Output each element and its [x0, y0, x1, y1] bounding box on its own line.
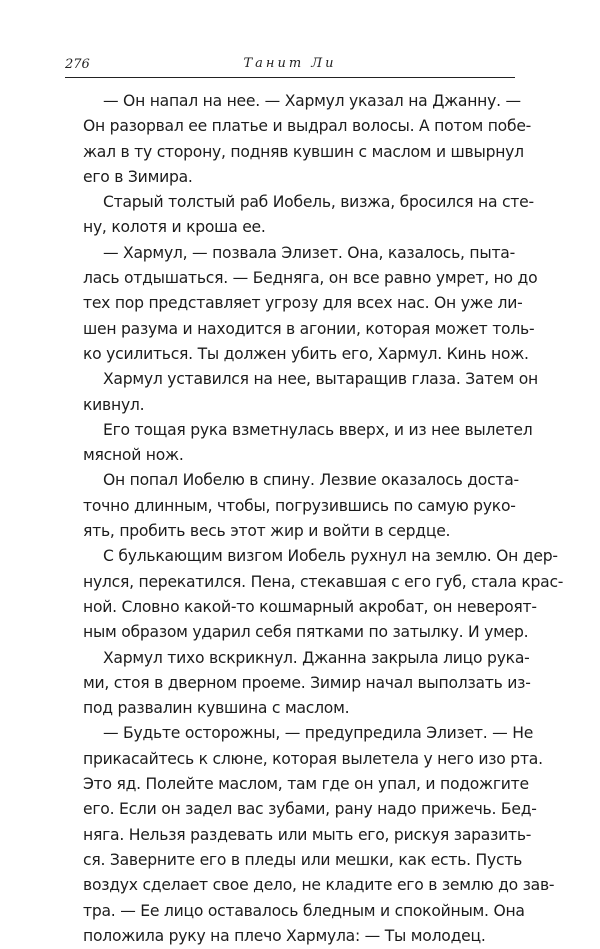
text-line: точно длинным, чтобы, погрузившись по самую руко- [83, 496, 516, 515]
text-line: ять, пробить весь этот жир и войти в сердце. [83, 522, 451, 541]
text-line: его в Зимира. [83, 167, 193, 186]
text-line: Он разорвал ее платье и выдрал волосы. А потом побе- [83, 117, 532, 136]
text-line: Он попал Иобелю в спину. Лезвие оказалось доста- [103, 471, 519, 490]
text-line: тех пор представляет угрозу для всех нас. Он уже ли- [83, 294, 523, 313]
text-line: Хармул уставился на нее, вытаращив глаза. Затем он [103, 370, 538, 389]
text-line: под развалин кувшина с маслом. [83, 699, 350, 718]
text-line: — Хармул, — позвала Элизет. Она, казалось, пыта- [103, 243, 515, 262]
text-line: прикасайтесь к слюне, которая вылетела у него изо рта. [83, 749, 543, 768]
text-line: Его тощая рука взметнулась вверх, и из нее вылетел [103, 420, 533, 439]
text-line: кивнул. [83, 395, 145, 414]
text-line: ко усилиться. Ты должен убить его, Хармул. Кинь нож. [83, 344, 529, 363]
text-line: нулся, перекатился. Пена, стекавшая с его губ, стала крас- [83, 572, 564, 591]
text-line: Старый толстый раб Иобель, визжа, бросился на сте- [103, 193, 534, 212]
text-line: ным образом ударил себя пятками по затылку. И умер. [83, 623, 529, 642]
text-line: ся. Заверните его в пледы или мешки, как есть. Пусть [83, 850, 523, 869]
text-line: лась отдышаться. — Бедняга, он все равно умрет, но до [83, 269, 538, 288]
text-line: ми, стоя в дверном проеме. Зимир начал выползать из- [83, 673, 531, 692]
text-line: С булькающим визгом Иобель рухнул на землю. Он дер- [103, 547, 558, 566]
running-title: Танит Ли [243, 56, 337, 71]
text-line: шен разума и находится в агонии, которая может толь- [83, 319, 535, 338]
text-line: — Он напал на нее. — Хармул указал на Джанну. — [103, 92, 521, 110]
text-line: жал в ту сторону, подняв кувшин с маслом и швырнул [83, 142, 524, 161]
page-number: 276 [65, 57, 90, 72]
text-line: ну, колотя и кроша ее. [83, 218, 266, 237]
text-line: мясной нож. [83, 446, 184, 465]
text-line: Хармул тихо вскрикнул. Джанна закрыла лицо рука- [103, 648, 530, 667]
text-line: положила руку на плечо Хармула: — Ты молодец. [83, 926, 486, 945]
text-line: — Будьте осторожны, — предупредила Элизет. — Не [103, 724, 534, 743]
page-header [65, 55, 515, 78]
text-line: Это яд. Полейте маслом, там где он упал, и подожгите [83, 775, 529, 794]
text-line: воздух сделает свое дело, не кладите его в землю до зав- [83, 876, 555, 895]
text-line: тра. — Ее лицо оставалось бледным и спокойным. Она [83, 901, 525, 920]
text-line: его. Если он задел вас зубами, рану надо прижечь. Бед- [83, 800, 537, 819]
text-line: няга. Нельзя раздевать или мыть его, рискуя заразить- [83, 825, 532, 844]
text-line: ной. Словно какой-то кошмарный акробат, он невероят- [83, 597, 537, 616]
body-text [83, 89, 564, 949]
